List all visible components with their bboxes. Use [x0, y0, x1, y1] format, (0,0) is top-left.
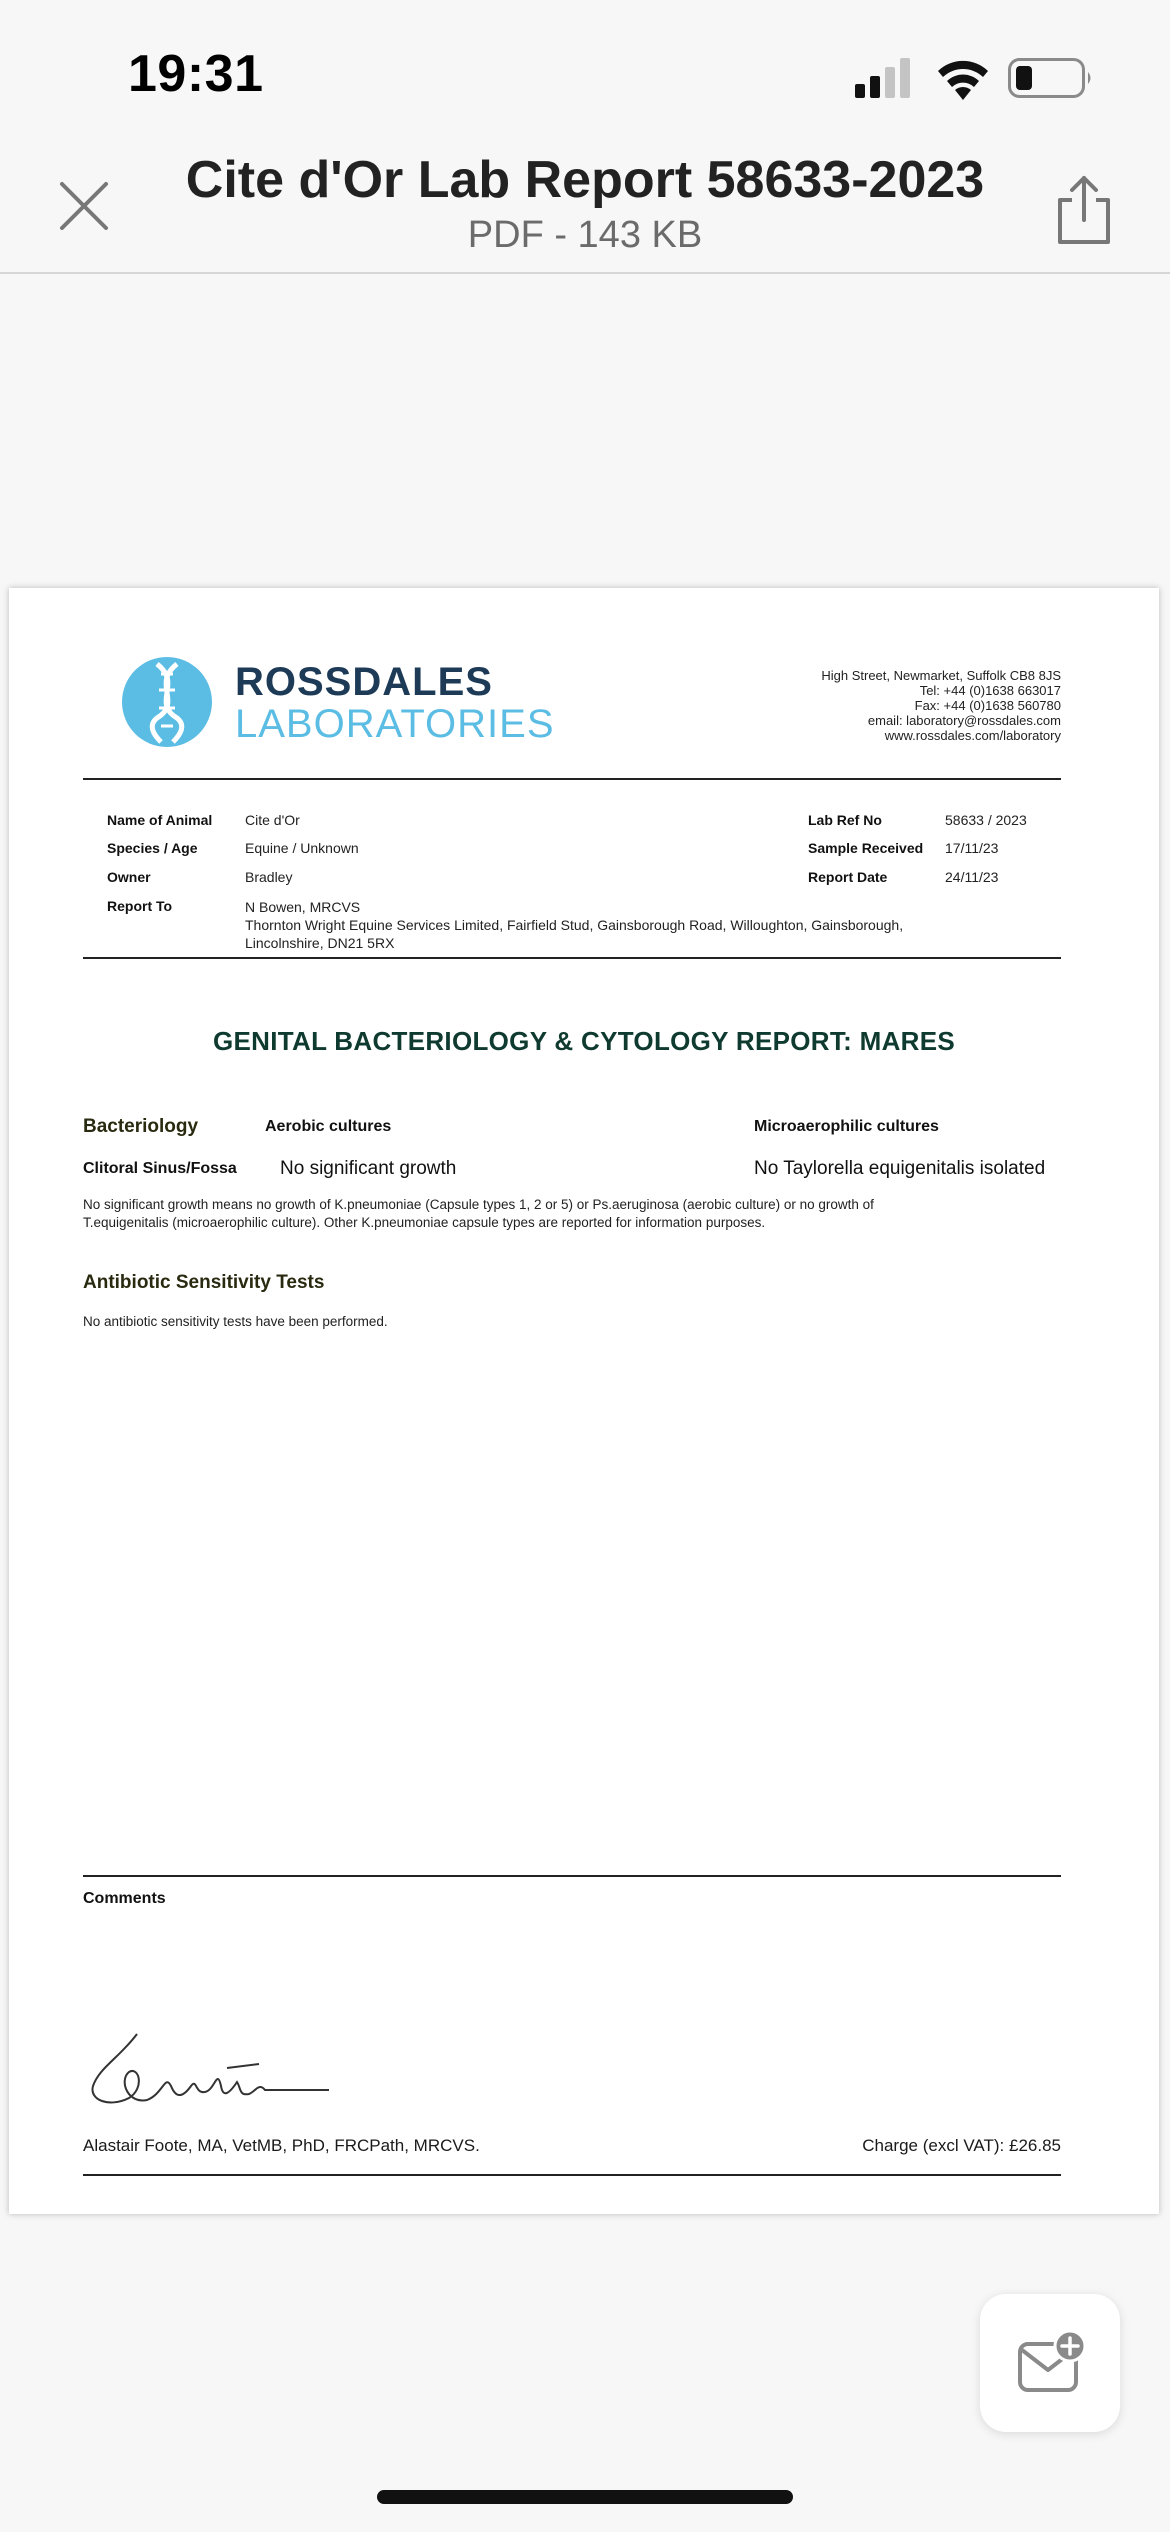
- pdf-page[interactable]: [9, 588, 1159, 2214]
- wifi-icon: [935, 56, 991, 100]
- reportdate-value: 24/11/23: [945, 869, 999, 885]
- dna-icon: [121, 656, 213, 748]
- status-time: 19:31: [128, 45, 264, 103]
- antibiotic-section-title: Antibiotic Sensitivity Tests: [83, 1272, 325, 1293]
- divider: [83, 778, 1061, 780]
- status-bar: [0, 0, 1170, 140]
- received-label: Sample Received: [808, 840, 924, 856]
- report-to-label: Report To: [107, 898, 173, 914]
- mail-add-icon: [1018, 2330, 1088, 2396]
- close-icon[interactable]: [56, 178, 112, 234]
- divider: [83, 957, 1061, 959]
- comments-label: Comments: [83, 1890, 166, 1907]
- battery-icon: [1008, 58, 1094, 98]
- owner-label: Owner: [107, 869, 151, 885]
- logo-line2: LABORATORIES: [235, 702, 555, 746]
- divider: [83, 2174, 1061, 2176]
- species-value: Equine / Unknown: [245, 840, 359, 856]
- received-value: 17/11/23: [945, 840, 999, 856]
- name-value: Cite d'Or: [245, 812, 300, 828]
- lab-address: High Street, Newmarket, Suffolk CB8 8JS Tel: +44 (0)1638 663017 Fax: +44 (0)1638 560780 email: laboratory@rossdales.com www.rossdales.com/laboratory: [821, 668, 1061, 743]
- labref-label: Lab Ref No: [808, 812, 882, 828]
- aerobic-result: No significant growth: [280, 1158, 457, 1179]
- cellular-signal-icon: [855, 58, 915, 98]
- home-indicator[interactable]: [377, 2490, 793, 2504]
- microaerophilic-result: No Taylorella equigenitalis isolated: [754, 1158, 1046, 1179]
- owner-value: Bradley: [245, 869, 293, 885]
- charge-amount: Charge (excl VAT): £26.85: [862, 2136, 1061, 2155]
- antibiotic-note: No antibiotic sensitivity tests have been performed.: [83, 1314, 388, 1329]
- document-header: [0, 140, 1170, 274]
- species-label: Species / Age: [107, 840, 198, 856]
- bacteriology-note: No significant growth means no growth of K.pneumoniae (Capsule types 1, 2 or 5) or Ps.aeruginosa (aerobic culture) or no growth of T.equigenitalis (microaerophilic culture). Other K.pneumoniae capsule types are reported for information purposes.: [83, 1197, 874, 1230]
- report-heading: GENITAL BACTERIOLOGY & CYTOLOGY REPORT: MARES: [212, 1026, 956, 1056]
- document-title: Cite d'Or Lab Report 58633-2023: [185, 151, 985, 209]
- signature: [89, 2028, 339, 2118]
- labref-value: 58633 / 2023: [945, 812, 1027, 828]
- sample-site: Clitoral Sinus/Fossa: [83, 1160, 237, 1177]
- report-to-value: N Bowen, MRCVS Thornton Wright Equine Services Limited, Fairfield Stud, Gainsborough Road, Willoughton, Gainsborough, Lincolnshire, DN21 5RX: [245, 899, 904, 951]
- name-label: Name of Animal: [107, 812, 213, 828]
- microaerophilic-header: Microaerophilic cultures: [754, 1118, 939, 1135]
- divider: [83, 1875, 1061, 1877]
- add-to-mail-button[interactable]: [980, 2294, 1120, 2432]
- logo-line1: ROSSDALES: [235, 660, 493, 704]
- aerobic-header: Aerobic cultures: [265, 1118, 392, 1135]
- bacteriology-section-title: Bacteriology: [83, 1116, 199, 1137]
- share-icon[interactable]: [1052, 174, 1116, 246]
- reportdate-label: Report Date: [808, 869, 888, 885]
- document-subtitle: PDF - 143 KB: [467, 214, 703, 256]
- signatory-name: Alastair Foote, MA, VetMB, PhD, FRCPath, MRCVS.: [83, 2136, 480, 2155]
